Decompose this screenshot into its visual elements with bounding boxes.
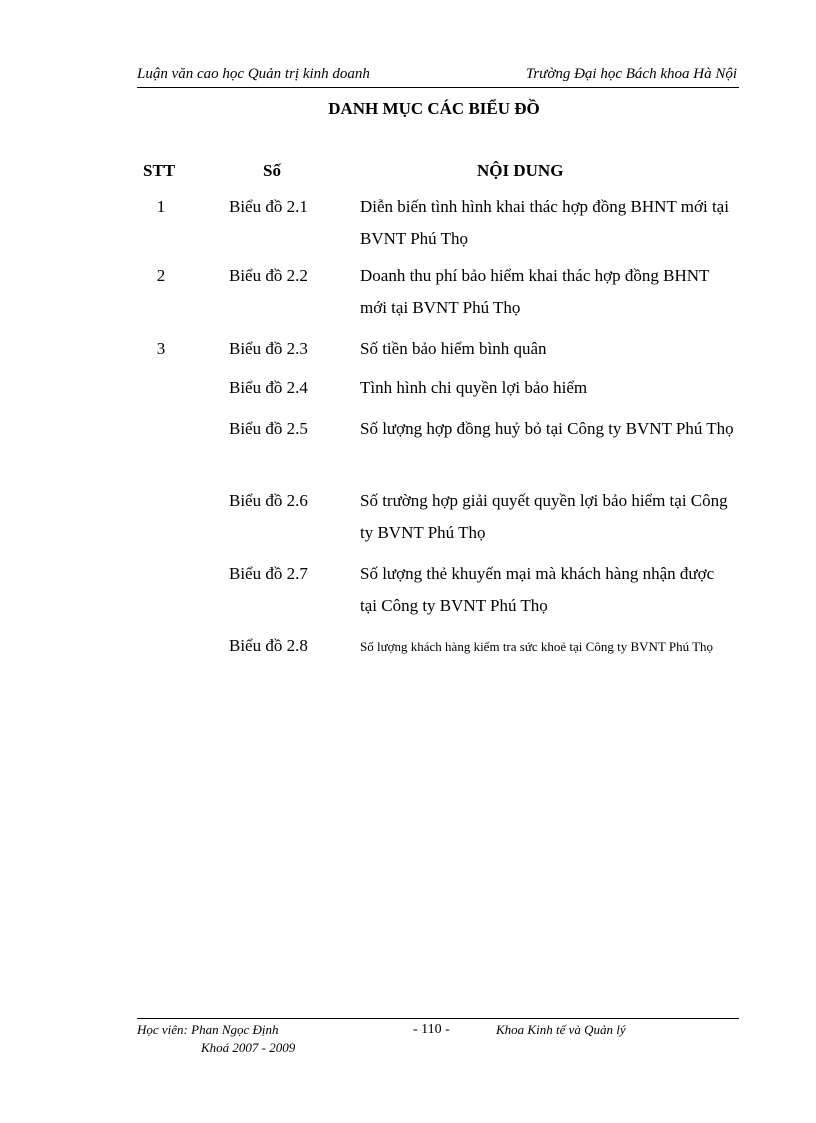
row-content: Số lượng hợp đồng huỷ bỏ tại Công ty BVNT Phú Thọ: [360, 419, 734, 438]
row-chart-number: Biểu đồ 2.4: [229, 378, 308, 397]
page-title: DANH MỤC CÁC BIỂU ĐỒ: [328, 99, 540, 118]
row-stt: 2: [156, 266, 166, 285]
row-content: Doanh thu phí bảo hiểm khai thác hợp đồng BHNT mới tại BVNT Phú Thọ: [360, 266, 710, 317]
row-content: Tình hình chi quyền lợi bảo hiểm: [360, 378, 588, 397]
footer-faculty: Khoa Kinh tế và Quản lý: [496, 1022, 626, 1037]
row-content: Số lượng thẻ khuyến mại mà khách hàng nhận được tại Công ty BVNT Phú Thọ: [360, 564, 715, 615]
page-header: [137, 66, 739, 88]
row-chart-number: Biểu đồ 2.6: [229, 491, 308, 510]
row-chart-number: Biểu đồ 2.7: [229, 564, 308, 583]
row-chart-number: Biểu đồ 2.5: [229, 419, 308, 438]
row-chart-number: Biểu đồ 2.2: [229, 266, 308, 285]
column-header-so: Số: [263, 161, 281, 180]
header-thesis-title: Luận văn cao học Quản trị kinh doanh: [137, 66, 370, 82]
footer-divider: [137, 1018, 739, 1019]
row-content: Số trường hợp giải quyết quyền lợi bảo hiểm tại Công ty BVNT Phú Thọ: [360, 491, 728, 542]
page-number: - 110 -: [413, 1022, 450, 1037]
row-content: Số tiền bảo hiểm bình quân: [360, 339, 547, 358]
row-stt: 1: [156, 197, 166, 216]
header-university: Trường Đại học Bách khoa Hà Nội: [525, 66, 737, 82]
row-chart-number: Biểu đồ 2.1: [229, 197, 308, 216]
row-chart-number: Biểu đồ 2.3: [229, 339, 308, 358]
row-content: Số lượng khách hàng kiểm tra sức khoẻ tại Công ty BVNT Phú Thọ: [360, 639, 714, 654]
column-header-noi-dung: NỘI DUNG: [477, 161, 564, 180]
header-divider: [137, 87, 739, 88]
row-chart-number: Biểu đồ 2.8: [229, 636, 308, 655]
column-header-stt: STT: [143, 161, 176, 180]
row-content: Diễn biến tình hình khai thác hợp đồng BHNT mới tại BVNT Phú Thọ: [360, 197, 729, 248]
row-stt: 3: [156, 339, 166, 358]
footer-course: Khoá 2007 - 2009: [201, 1040, 296, 1055]
footer-student: Học viên: Phan Ngọc Định: [137, 1022, 279, 1037]
